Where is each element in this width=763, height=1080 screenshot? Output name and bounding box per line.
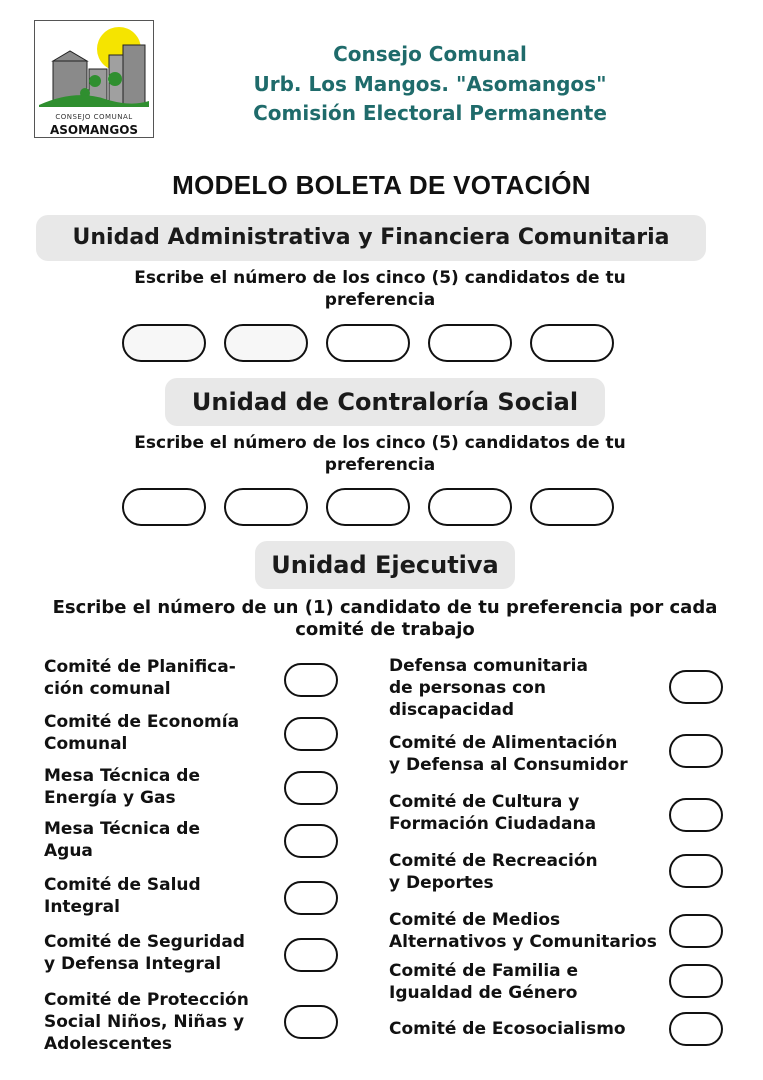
contraloria-vote-box-1[interactable]: [122, 488, 206, 526]
section-heading-ejecutiva: Unidad Ejecutiva: [255, 541, 515, 589]
logo-caption-name: ASOMANGOS: [49, 123, 139, 137]
section-instruction-admin: Escribe el número de los cinco (5) candidatos de tu preferencia: [134, 268, 626, 310]
section-heading-contraloria: Unidad de Contraloría Social: [165, 378, 605, 426]
committee-label-discapacidad: Defensa comunitaria de personas con discapacidad: [389, 656, 588, 720]
header-line-1: Consejo Comunal: [333, 42, 527, 66]
committee-vote-box-familia[interactable]: [669, 964, 723, 998]
committee-label-seguridad: Comité de Seguridad y Defensa Integral: [44, 932, 245, 974]
contraloria-vote-box-3[interactable]: [326, 488, 410, 526]
admin-vote-box-2[interactable]: [224, 324, 308, 362]
contraloria-vote-box-2[interactable]: [224, 488, 308, 526]
admin-vote-box-5[interactable]: [530, 324, 614, 362]
committee-vote-box-energia-gas[interactable]: [284, 771, 338, 805]
committee-vote-box-planificacion[interactable]: [284, 663, 338, 697]
admin-vote-box-1[interactable]: [122, 324, 206, 362]
committee-label-alimentacion: Comité de Alimentación y Defensa al Consumidor: [389, 733, 628, 775]
ballot-title: MODELO BOLETA DE VOTACIÓN: [172, 170, 591, 200]
section-heading-admin: Unidad Administrativa y Financiera Comunitaria: [36, 215, 706, 261]
asomangos-logo: [34, 20, 154, 138]
committee-vote-box-salud[interactable]: [284, 881, 338, 915]
committee-label-proteccion: Comité de Protección Social Niños, Niñas y Adolescentes: [44, 990, 249, 1054]
committee-label-ecosocialismo: Comité de Ecosocialismo: [389, 1019, 626, 1039]
committee-vote-box-ecosocialismo[interactable]: [669, 1012, 723, 1046]
committee-vote-box-seguridad[interactable]: [284, 938, 338, 972]
committee-vote-box-medios[interactable]: [669, 914, 723, 948]
header-line-2: Urb. Los Mangos. "Asomangos": [253, 72, 607, 96]
admin-vote-box-3[interactable]: [326, 324, 410, 362]
committee-label-recreacion: Comité de Recreación y Deportes: [389, 851, 598, 893]
logo-emblem-icon: [35, 21, 153, 113]
contraloria-vote-box-5[interactable]: [530, 488, 614, 526]
committee-vote-box-discapacidad[interactable]: [669, 670, 723, 704]
committee-label-familia: Comité de Familia e Igualdad de Género: [389, 961, 579, 1003]
section-instruction-ejecutiva: Escribe el número de un (1) candidato de tu preferencia por cada comité de trabajo: [52, 597, 718, 640]
admin-vote-box-4[interactable]: [428, 324, 512, 362]
committee-vote-box-proteccion[interactable]: [284, 1005, 338, 1039]
committee-label-planificacion: Comité de Planifica- ción comunal: [44, 657, 236, 699]
header-line-3: Comisión Electoral Permanente: [253, 101, 607, 125]
section-instruction-contraloria: Escribe el número de los cinco (5) candidatos de tu preferencia: [134, 433, 626, 475]
committee-label-energia-gas: Mesa Técnica de Energía y Gas: [44, 766, 200, 808]
committee-vote-box-agua[interactable]: [284, 824, 338, 858]
committee-vote-box-recreacion[interactable]: [669, 854, 723, 888]
committee-label-medios: Comité de Medios Alternativos y Comunitarios: [389, 910, 657, 952]
committee-label-cultura: Comité de Cultura y Formación Ciudadana: [389, 792, 597, 834]
contraloria-vote-box-4[interactable]: [428, 488, 512, 526]
committee-label-agua: Mesa Técnica de Agua: [44, 819, 200, 861]
committee-label-salud: Comité de Salud Integral: [44, 875, 201, 917]
logo-caption-small: CONSEJO COMUNAL: [55, 113, 133, 121]
committee-vote-box-alimentacion[interactable]: [669, 734, 723, 768]
committee-vote-box-cultura[interactable]: [669, 798, 723, 832]
committee-label-economia: Comité de Economía Comunal: [44, 712, 240, 754]
committee-vote-box-economia[interactable]: [284, 717, 338, 751]
